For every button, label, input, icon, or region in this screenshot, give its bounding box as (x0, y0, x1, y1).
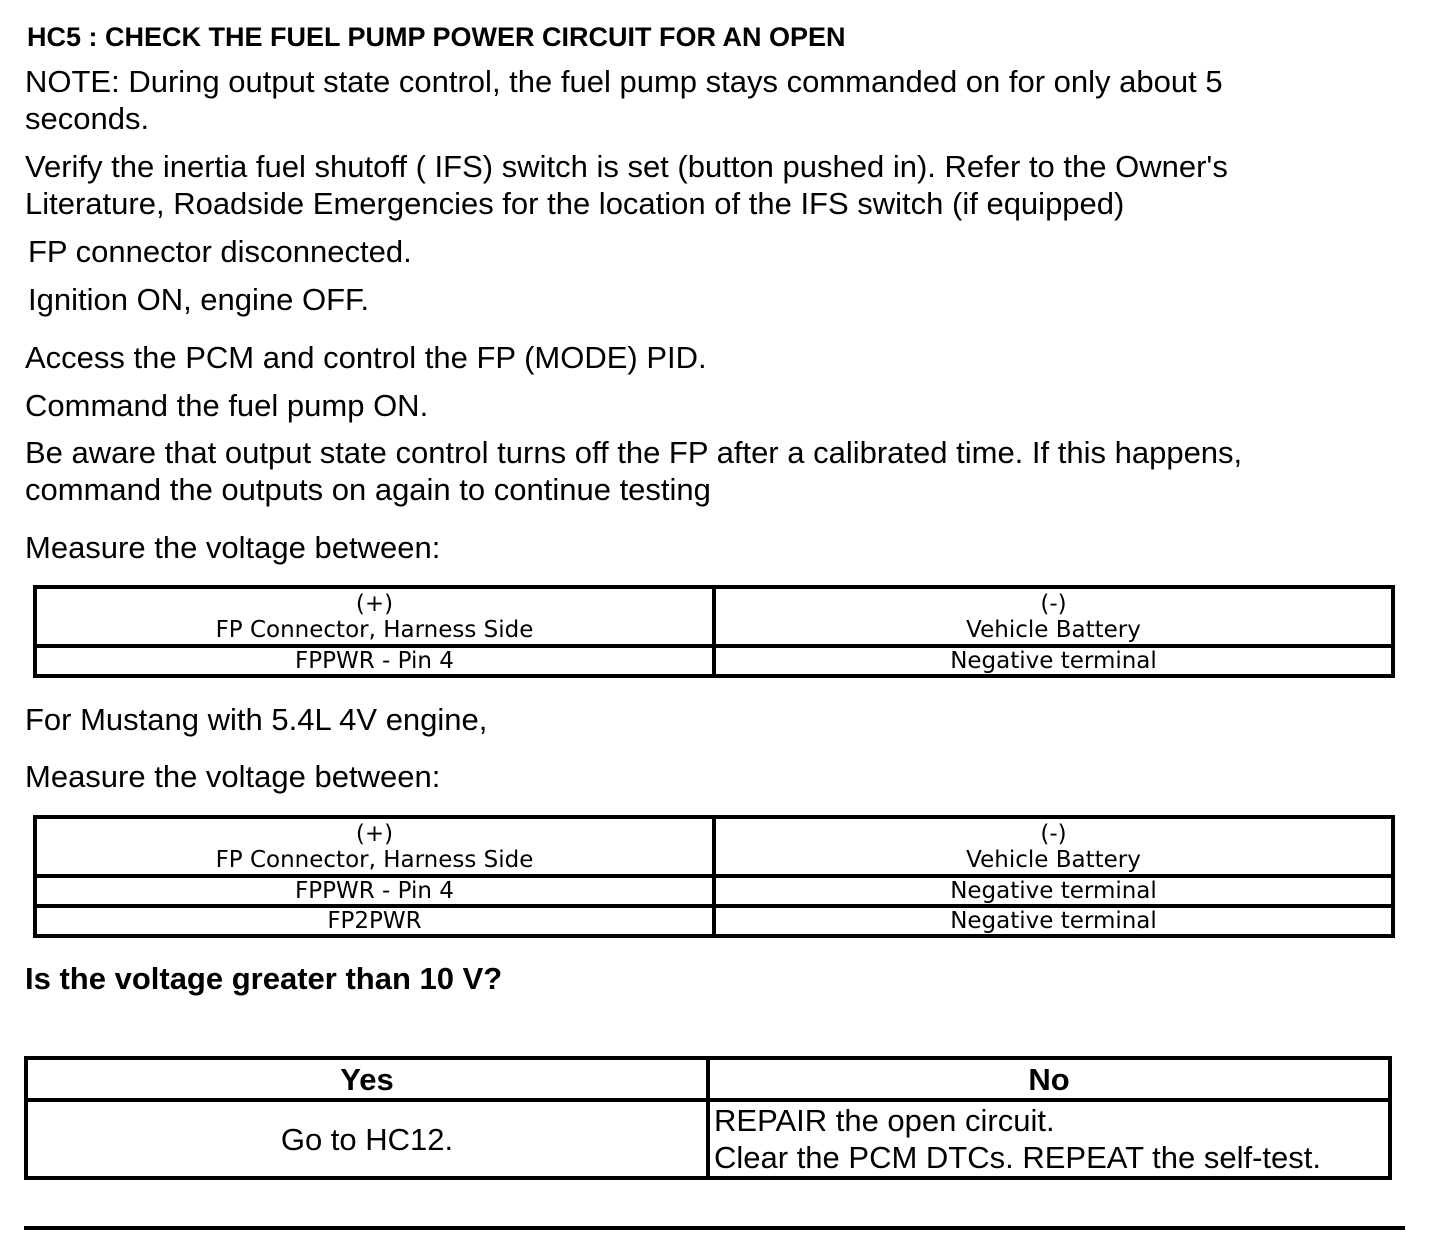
table-cell: Negative terminal (714, 906, 1393, 936)
note-line: seconds. (25, 101, 150, 136)
yes-action: Go to HC12. (26, 1100, 708, 1178)
header-label: FP Connector, Harness Side (215, 846, 534, 873)
measure-label: Measure the voltage between: (25, 759, 441, 794)
section-heading: HC5 : CHECK THE FUEL PUMP POWER CIRCUIT FOR AN OPEN (27, 22, 846, 52)
bottom-divider (24, 1226, 1405, 1230)
step-access-pcm: Access the PCM and control the FP (MODE) PID. (25, 340, 707, 375)
result-table (24, 1056, 1392, 1180)
no-action (708, 1100, 1390, 1178)
table-cell: FPPWR - Pin 4 (35, 876, 714, 906)
step-command-pump: Command the fuel pump ON. (25, 388, 429, 423)
step-ignition: Ignition ON, engine OFF. (28, 282, 370, 317)
table-header-negative (714, 587, 1393, 646)
polarity-label: (+) (355, 590, 394, 617)
mustang-note: For Mustang with 5.4L 4V engine, (25, 702, 488, 737)
question: Is the voltage greater than 10 V? (25, 961, 503, 996)
no-header: No (708, 1058, 1390, 1100)
polarity-label: (+) (355, 820, 394, 847)
measurement-table-2 (33, 815, 1395, 938)
step-fp-disconnected: FP connector disconnected. (28, 234, 412, 269)
aware-paragraph (25, 434, 1242, 508)
aware-line: Be aware that output state control turns off the FP after a calibrated time. If this happens, (25, 435, 1243, 470)
table-cell: Negative terminal (714, 876, 1393, 906)
note-line: NOTE: During output state control, the fuel pump stays commanded on for only about 5 (25, 64, 1223, 99)
measure-label: Measure the voltage between: (25, 530, 441, 565)
no-action-line: REPAIR the open circuit. (714, 1103, 1055, 1138)
table-header-positive (35, 817, 714, 876)
table-row (35, 876, 1393, 906)
table-row (35, 906, 1393, 936)
aware-line: command the outputs on again to continue testing (25, 472, 711, 507)
table-header-positive (35, 587, 714, 646)
polarity-label: (-) (1040, 590, 1067, 617)
header-label: Vehicle Battery (966, 846, 1141, 873)
verify-paragraph (25, 148, 1228, 222)
no-action-line: Clear the PCM DTCs. REPEAT the self-test. (714, 1140, 1321, 1175)
table-cell: FPPWR - Pin 4 (35, 646, 714, 676)
measurement-table-1 (33, 585, 1395, 678)
table-row (35, 646, 1393, 676)
note-paragraph (25, 63, 1223, 137)
verify-line: Literature, Roadside Emergencies for the location of the IFS switch (if equipped) (25, 186, 1125, 221)
table-header-negative (714, 817, 1393, 876)
table-cell: FP2PWR (35, 906, 714, 936)
polarity-label: (-) (1040, 820, 1067, 847)
table-cell: Negative terminal (714, 646, 1393, 676)
header-label: FP Connector, Harness Side (215, 616, 534, 643)
header-label: Vehicle Battery (966, 616, 1141, 643)
yes-header: Yes (26, 1058, 708, 1100)
verify-line: Verify the inertia fuel shutoff ( IFS) switch is set (button pushed in). Refer to the Owner's (25, 149, 1228, 184)
